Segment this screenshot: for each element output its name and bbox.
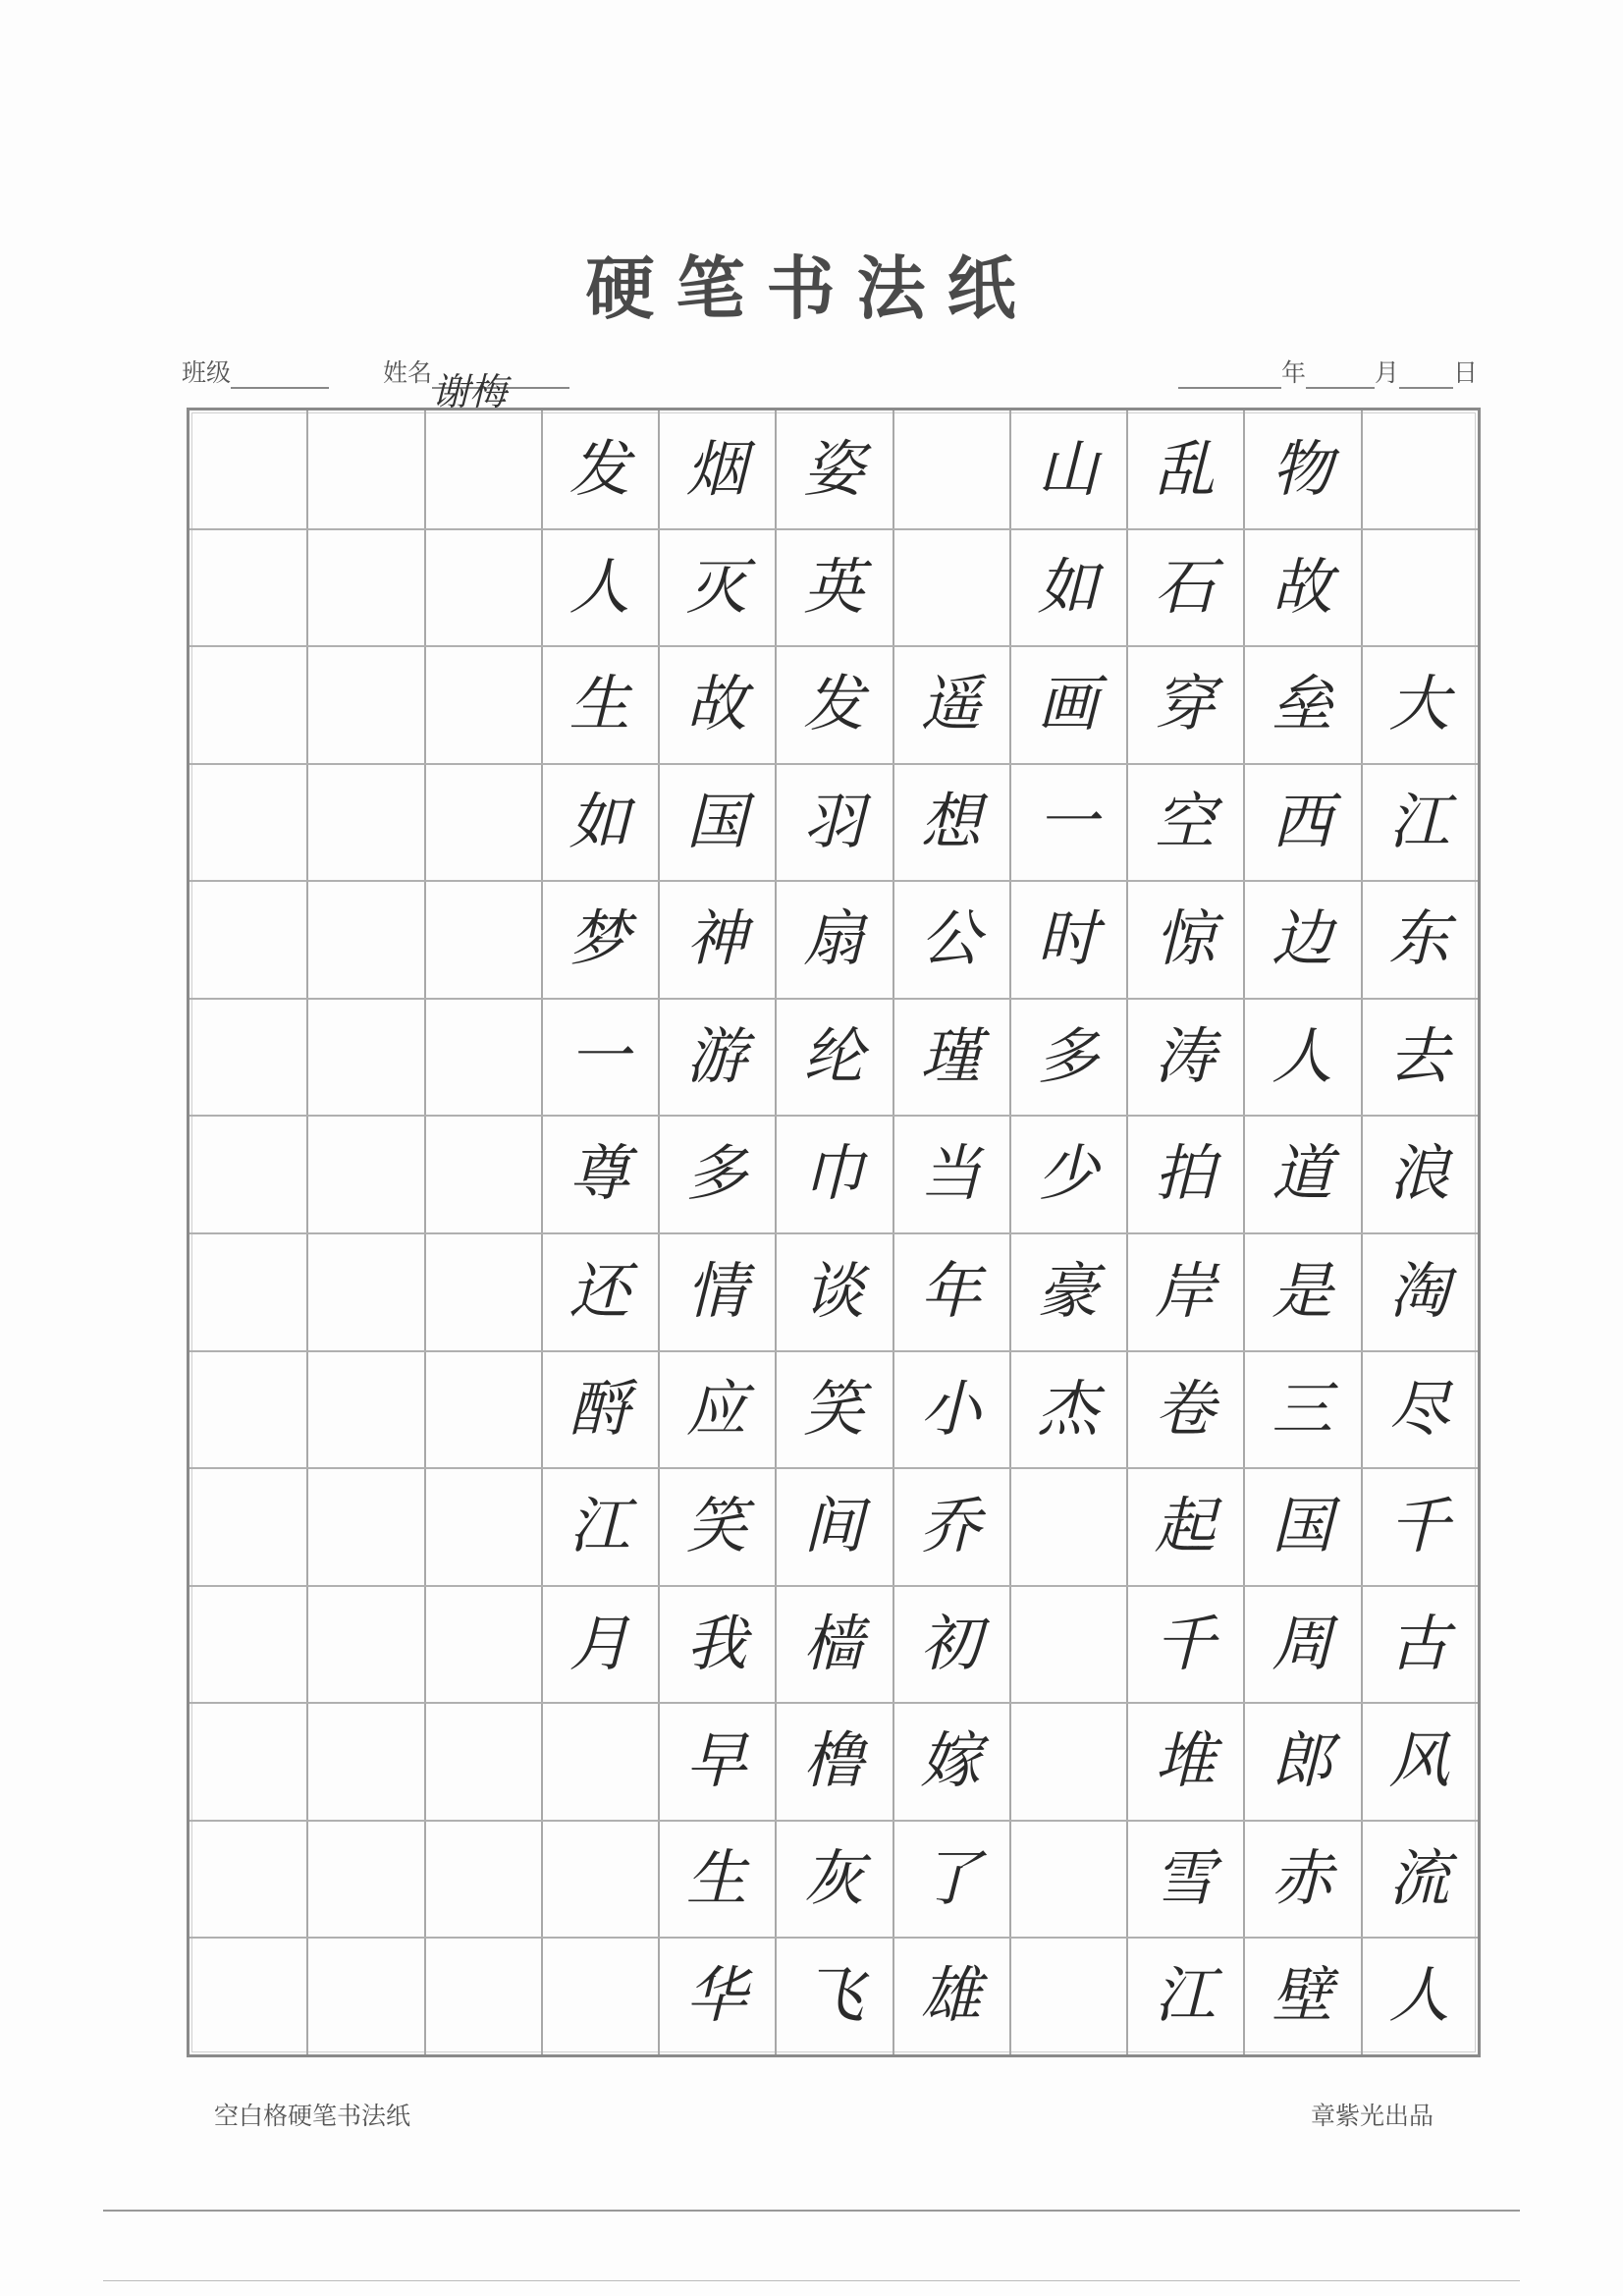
grid-cell-character: 卷	[1154, 1372, 1216, 1445]
grid-cell-character: 笑	[685, 1490, 747, 1562]
grid-cell-character: 江	[568, 1490, 630, 1562]
grid-cell-character: 发	[568, 433, 630, 505]
grid-cell-character: 我	[685, 1607, 747, 1679]
grid-cell-character: 游	[685, 1019, 747, 1092]
grid-cell-character: 人	[1388, 1959, 1450, 2032]
grid-cell-character: 生	[568, 668, 630, 740]
grid-cell-character: 公	[920, 902, 982, 975]
grid-cell-character: 乔	[920, 1490, 982, 1562]
grid-cell-character: 多	[1037, 1019, 1099, 1092]
grid-cell-character: 初	[920, 1607, 982, 1679]
grid-cell-character: 间	[802, 1490, 864, 1562]
grid-cell-character: 淘	[1388, 1255, 1450, 1327]
date-field	[1178, 354, 1478, 389]
grid-cell-character: 乱	[1154, 433, 1216, 505]
month-label: 月	[1375, 358, 1400, 387]
grid-cell-character: 年	[920, 1255, 982, 1327]
day-blank	[1399, 361, 1453, 389]
grid-cell-character: 空	[1154, 785, 1216, 857]
grid-cell-character: 画	[1037, 668, 1099, 740]
grid-cell-character: 穿	[1154, 668, 1216, 740]
grid-cell-character: 风	[1388, 1724, 1450, 1797]
grid-cell-character: 江	[1388, 785, 1450, 857]
grid-cell-character: 如	[1037, 550, 1099, 623]
grid-cell-character: 少	[1037, 1137, 1099, 1210]
grid-cell-character: 雄	[920, 1959, 982, 2032]
grid-cell-character: 郎	[1271, 1724, 1333, 1797]
grid-cell-character: 起	[1154, 1490, 1216, 1562]
grid-cell-character: 樯	[802, 1607, 864, 1679]
grid-cell-character: 灭	[685, 550, 747, 623]
page-title: 硬笔书法纸	[585, 247, 1038, 329]
grid-cell-character: 雪	[1154, 1841, 1216, 1914]
grid-cell-character: 巾	[802, 1137, 864, 1210]
grid-cell-character: 浪	[1388, 1137, 1450, 1210]
grid-cell-character: 物	[1271, 433, 1333, 505]
grid-cell-character: 早	[685, 1724, 747, 1797]
grid-cell-character: 岸	[1154, 1255, 1216, 1327]
grid-cell-character: 大	[1388, 668, 1450, 740]
bottom-rule-2	[103, 2280, 1520, 2281]
grid-cell-character: 羽	[802, 785, 864, 857]
grid-cell-character: 飞	[802, 1959, 864, 2032]
grid-cell-character: 壁	[1271, 1959, 1333, 2032]
grid-cell-character: 拍	[1154, 1137, 1216, 1210]
grid-cell-character: 是	[1271, 1255, 1333, 1327]
grid-cell-character: 梦	[568, 902, 630, 975]
grid-cell-character: 姿	[802, 433, 864, 505]
month-blank	[1306, 361, 1375, 389]
grid-cell-character: 边	[1271, 902, 1333, 975]
grid-cell-character: 谈	[802, 1255, 864, 1327]
grid-cell-character: 流	[1388, 1841, 1450, 1914]
class-field	[182, 354, 329, 389]
grid-cell-character: 国	[685, 785, 747, 857]
bottom-rule	[103, 2210, 1520, 2212]
grid-cell-character: 江	[1154, 1959, 1216, 2032]
grid-cell-character: 英	[802, 550, 864, 623]
grid-cell-character: 月	[568, 1607, 630, 1679]
grid-cell-character: 东	[1388, 902, 1450, 975]
grid-cell-character: 故	[1271, 550, 1333, 623]
grid-cell-character: 千	[1154, 1607, 1216, 1679]
class-blank	[231, 361, 329, 389]
grid-cell-character: 堆	[1154, 1724, 1216, 1797]
grid-cell-character: 赤	[1271, 1841, 1333, 1914]
name-field	[383, 354, 569, 413]
grid-cell-character: 扇	[802, 902, 864, 975]
grid-cell-character: 石	[1154, 550, 1216, 623]
footer-right: 章紫光出品	[1311, 2102, 1434, 2130]
grid-cell-character: 西	[1271, 785, 1333, 857]
grid-cell-character: 发	[802, 668, 864, 740]
grid-cell-character: 还	[568, 1255, 630, 1327]
grid-cell-character: 垒	[1271, 668, 1333, 740]
grid-cell-character: 了	[920, 1841, 982, 1914]
grid-cell-character: 人	[568, 550, 630, 623]
grid-cell-character: 想	[920, 785, 982, 857]
grid-cell-character: 灰	[802, 1841, 864, 1914]
grid-cell-character: 山	[1037, 433, 1099, 505]
grid-cell-character: 如	[568, 785, 630, 857]
grid-cell-character: 时	[1037, 902, 1099, 975]
grid-cell-character: 三	[1271, 1372, 1333, 1445]
grid-cell-character: 一	[568, 1019, 630, 1092]
grid-cell-character: 杰	[1037, 1372, 1099, 1445]
grid-cell-character: 小	[920, 1372, 982, 1445]
grid-cell-character: 去	[1388, 1019, 1450, 1092]
grid-cell-character: 嫁	[920, 1724, 982, 1797]
grid-cell-character: 遥	[920, 668, 982, 740]
grid-cell-character: 人	[1271, 1019, 1333, 1092]
grid-cell-character: 应	[685, 1372, 747, 1445]
grid-cell-character: 涛	[1154, 1019, 1216, 1092]
grid-cell-character: 尽	[1388, 1372, 1450, 1445]
grid-cell-character: 烟	[685, 433, 747, 505]
grid-cell-character: 尊	[568, 1137, 630, 1210]
grid-cell-character: 笑	[802, 1372, 864, 1445]
grid-cell-character: 华	[685, 1959, 747, 2032]
year-label: 年	[1281, 358, 1307, 387]
grid-cell-character: 一	[1037, 785, 1099, 857]
grid-cell-character: 神	[685, 902, 747, 975]
name-label: 姓名	[383, 358, 433, 387]
name-blank	[432, 361, 569, 413]
grid-cell-character: 情	[685, 1255, 747, 1327]
class-label: 班级	[182, 358, 232, 387]
grid-cell-character: 多	[685, 1137, 747, 1210]
grid-cell-character: 豪	[1037, 1255, 1099, 1327]
grid-cell-character: 瑾	[920, 1019, 982, 1092]
grid-cell-character: 当	[920, 1137, 982, 1210]
year-blank	[1178, 361, 1281, 389]
grid-cell-character: 生	[685, 1841, 747, 1914]
grid-cell-character: 故	[685, 668, 747, 740]
grid-cell-character: 纶	[802, 1019, 864, 1092]
grid-cell-character: 周	[1271, 1607, 1333, 1679]
grid-cell-character: 橹	[802, 1724, 864, 1797]
writing-grid	[187, 408, 1481, 2057]
grid-cell-character: 国	[1271, 1490, 1333, 1562]
footer-left: 空白格硬笔书法纸	[214, 2102, 411, 2130]
grid-cell-character: 道	[1271, 1137, 1333, 1210]
grid-cell-character: 酹	[568, 1372, 630, 1445]
grid-cell-character: 古	[1388, 1607, 1450, 1679]
grid-cell-character: 千	[1388, 1490, 1450, 1562]
grid-cell-character: 惊	[1154, 902, 1216, 975]
name-value: 谢梅	[432, 370, 508, 413]
day-label: 日	[1453, 358, 1479, 387]
